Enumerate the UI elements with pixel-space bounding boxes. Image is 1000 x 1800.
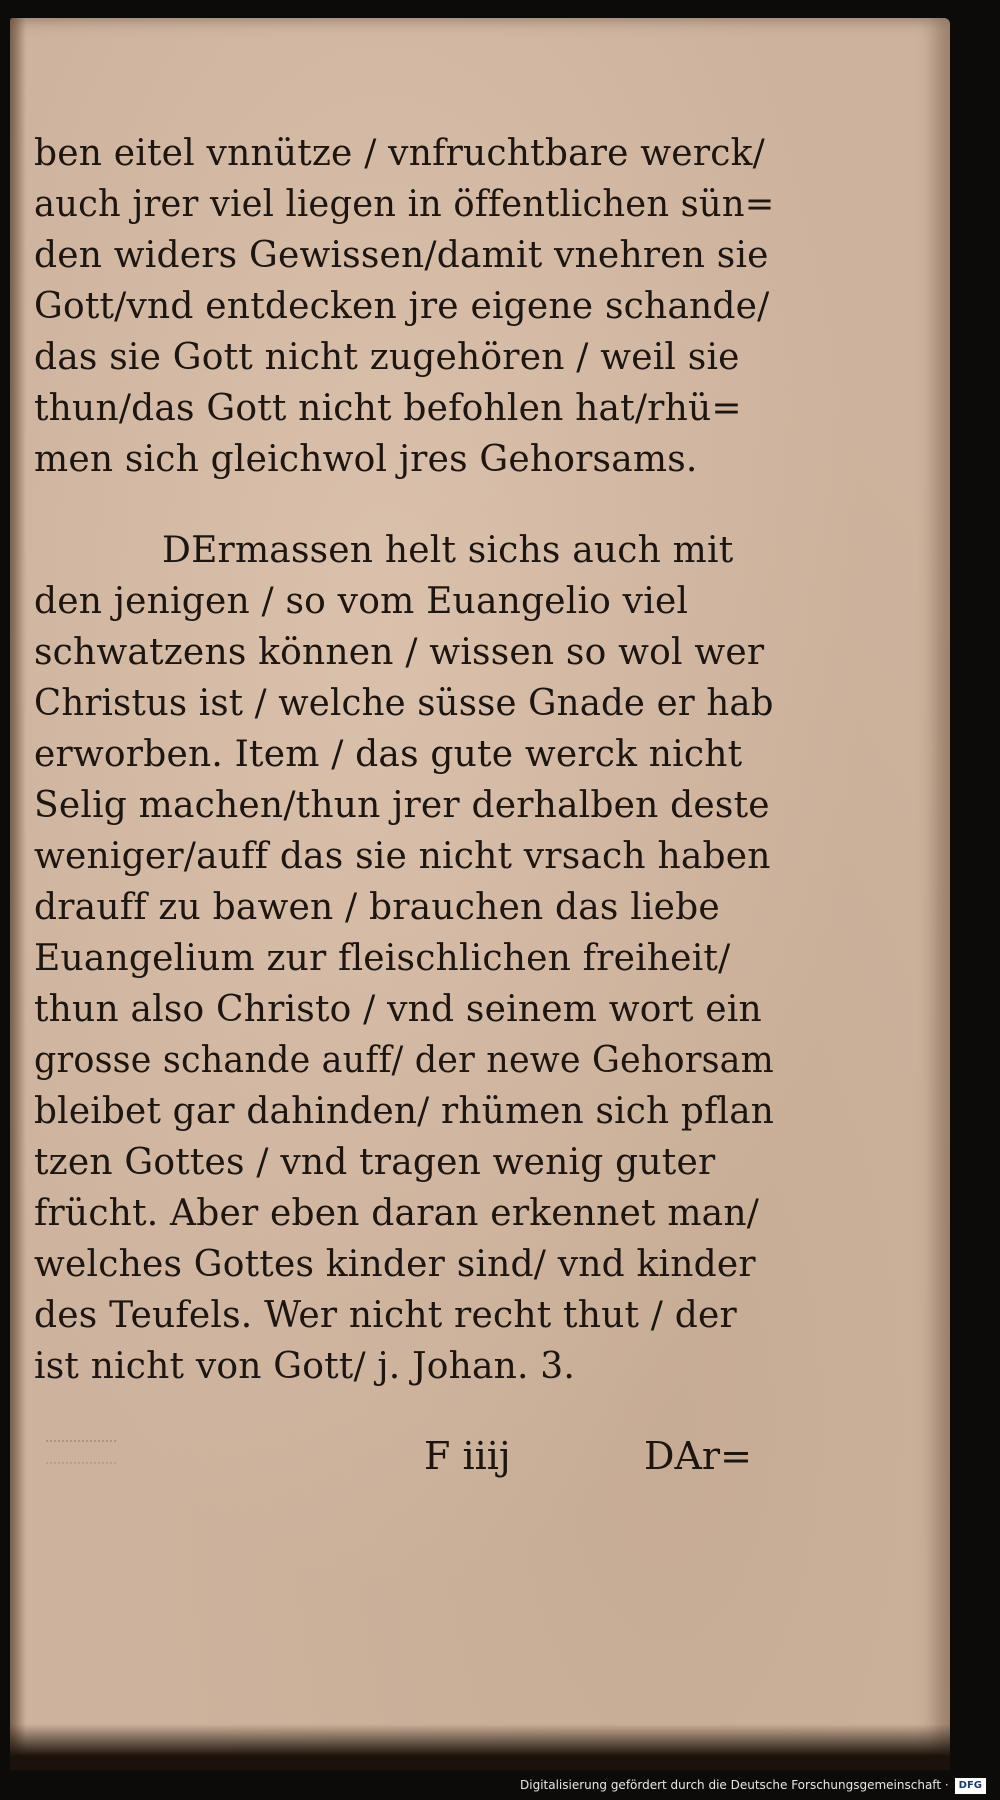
book-page [10, 18, 950, 1770]
dfg-logo: DFG [955, 1778, 986, 1794]
text-line: drauff zu bawen / brauchen das liebe [34, 887, 720, 928]
page-text [34, 128, 774, 1392]
text-line: des Teufels. Wer nicht recht thut / der [34, 1295, 737, 1336]
text-line: den widers Gewissen/damit vnehren sie [34, 235, 769, 276]
text-line: bleibet gar dahinden/ rhümen sich pflan [34, 1091, 775, 1132]
text-line: auch jrer viel liegen in öffentlichen sün= [34, 184, 775, 225]
text-line: Christus ist / welche süsse Gnade er hab [34, 683, 774, 724]
text-line: das sie Gott nicht zugehören / weil sie [34, 337, 740, 378]
text-line: den jenigen / so vom Euangelio viel [34, 581, 689, 622]
page-foot [34, 1428, 774, 1484]
text-line: ben eitel vnnütze / vnfruchtbare werck/ [34, 133, 765, 174]
catchword: DAr= [644, 1434, 752, 1478]
digitization-credit [520, 1774, 986, 1796]
signature-mark: F iiij [424, 1434, 511, 1478]
text-line: Gott/vnd entdecken jre eigene schande/ [34, 286, 770, 327]
text-line: thun also Christo / vnd seinem wort ein [34, 989, 762, 1030]
text-line: Euangelium zur fleischlichen freiheit/ [34, 938, 731, 979]
text-line: frücht. Aber eben daran erkennet man/ [34, 1193, 760, 1234]
text-line: weniger/auff das sie nicht vrsach haben [34, 836, 771, 877]
text-line: schwatzens können / wissen so wol wer [34, 632, 765, 673]
text-line: thun/das Gott nicht befohlen hat/rhü= [34, 388, 742, 429]
text-line: grosse schande auff/ der newe Gehorsam [34, 1040, 774, 1081]
paragraph-gap [34, 485, 774, 525]
text-line: Selig machen/thun jrer derhalben deste [34, 785, 770, 826]
text-line: men sich gleichwol jres Gehorsams. [34, 439, 698, 480]
text-line: ist nicht von Gott/ j. Johan. 3. [34, 1346, 576, 1387]
text-line: tzen Gottes / vnd tragen wenig guter [34, 1142, 716, 1183]
page-bottom-shadow [10, 1724, 950, 1770]
credit-text: Digitalisierung gefördert durch die Deutsche Forschungsgemeinschaft · [520, 1778, 949, 1792]
text-line: erworben. Item / das gute werck nicht [34, 734, 743, 775]
text-line: DErmassen helt sichs auch mit [162, 530, 734, 571]
text-line: welches Gottes kinder sind/ vnd kinder [34, 1244, 756, 1285]
page-gutter-shadow [10, 18, 26, 1770]
